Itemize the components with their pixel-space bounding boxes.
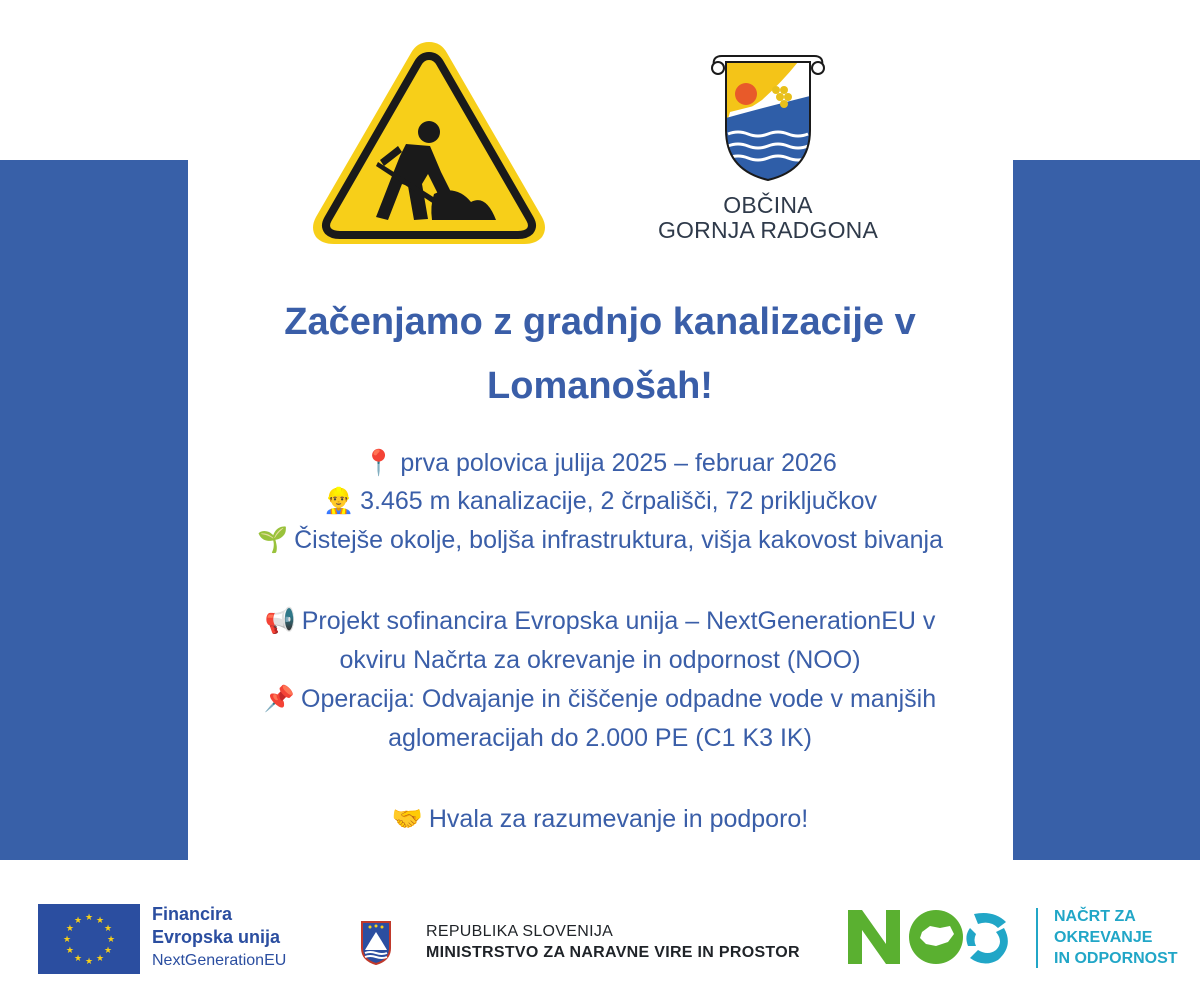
eu-line2: Evropska unija bbox=[152, 927, 281, 947]
eu-line1: Financira bbox=[152, 904, 233, 924]
seedling-icon: 🌱 bbox=[256, 525, 289, 554]
slovenia-coat-of-arms-icon bbox=[360, 920, 392, 966]
eu-star-icon: ★ bbox=[84, 957, 94, 967]
eu-flag-icon bbox=[38, 904, 140, 974]
benefits-text: Čistejše okolje, boljša infrastruktura, višja kakovost bivanja bbox=[294, 526, 944, 554]
handshake-icon: 🤝 bbox=[391, 804, 423, 833]
noo-label bbox=[1054, 906, 1200, 969]
noo-line3: IN ODPORNOST bbox=[1054, 950, 1178, 967]
timeline-text: prva polovica julija 2025 – februar 2026 bbox=[400, 449, 837, 477]
eu-star-icon: ★ bbox=[73, 915, 83, 926]
right-blue-band bbox=[1013, 160, 1200, 860]
funding-line2 bbox=[195, 641, 1005, 679]
eu-star-icon: ★ bbox=[95, 915, 105, 926]
operation-line2 bbox=[195, 719, 1005, 757]
funding-line1 bbox=[195, 602, 1005, 640]
scope-line bbox=[195, 482, 1005, 520]
noo-divider bbox=[1036, 908, 1038, 968]
funding-text-1: Projekt sofinancira Evropska unija – NextGenerationEU v bbox=[301, 607, 936, 635]
ministry-line1: REPUBLIKA SLOVENIJA bbox=[426, 923, 614, 940]
construction-worker-icon: 👷‍♂️ bbox=[322, 486, 355, 515]
eu-funding-label bbox=[152, 903, 352, 973]
scope-text: 3.465 m kanalizacije, 2 črpališči, 72 priključkov bbox=[360, 487, 878, 515]
eu-star-icon: ★ bbox=[104, 924, 113, 934]
noo-line2: OKREVANJE bbox=[1054, 929, 1153, 946]
benefits-line bbox=[195, 521, 1005, 559]
eu-star-icon: ★ bbox=[65, 946, 74, 956]
pin-icon: 📍 bbox=[363, 448, 395, 477]
gornja-radgona-crest-icon bbox=[702, 52, 834, 184]
road-works-warning-icon bbox=[306, 34, 552, 248]
noo-logo-icon bbox=[846, 906, 1016, 966]
eu-star-icon: ★ bbox=[73, 954, 83, 965]
noo-line1: NAČRT ZA bbox=[1054, 908, 1136, 925]
eu-star-icon: ★ bbox=[106, 935, 116, 945]
operation-line1 bbox=[195, 680, 1005, 718]
ministry-line2: MINISTRSTVO ZA NARAVNE VIRE IN PROSTOR bbox=[426, 944, 800, 961]
municipality-line1: OBČINA bbox=[723, 192, 813, 218]
eu-star-icon: ★ bbox=[104, 946, 113, 956]
left-blue-band bbox=[0, 160, 188, 860]
municipality-name bbox=[620, 193, 916, 243]
ministry-label bbox=[426, 922, 826, 964]
funding-text-2: okviru Načrta za okrevanje in odpornost (NOO) bbox=[339, 646, 861, 674]
megaphone-icon: 📢 bbox=[264, 606, 296, 635]
thanks-text: Hvala za razumevanje in podporo! bbox=[428, 805, 809, 833]
eu-star-icon: ★ bbox=[95, 954, 105, 965]
eu-line3: NextGenerationEU bbox=[152, 952, 287, 969]
eu-star-icon: ★ bbox=[65, 924, 74, 934]
timeline-line bbox=[195, 444, 1005, 482]
eu-star-icon: ★ bbox=[84, 913, 94, 923]
pushpin-icon: 📌 bbox=[263, 684, 296, 713]
thanks-line bbox=[195, 800, 1005, 838]
municipality-line2: GORNJA RADGONA bbox=[657, 217, 879, 243]
eu-star-icon: ★ bbox=[62, 935, 72, 945]
headline bbox=[200, 290, 1000, 418]
operation-text-2: aglomeracijah do 2.000 PE (C1 K3 IK) bbox=[388, 724, 812, 752]
operation-text-1: Operacija: Odvajanje in čiščenje odpadne vode v manjših bbox=[301, 685, 937, 713]
headline-line2: Lomanošah! bbox=[487, 365, 713, 407]
headline-line1: Začenjamo z gradnjo kanalizacije v bbox=[284, 301, 916, 343]
